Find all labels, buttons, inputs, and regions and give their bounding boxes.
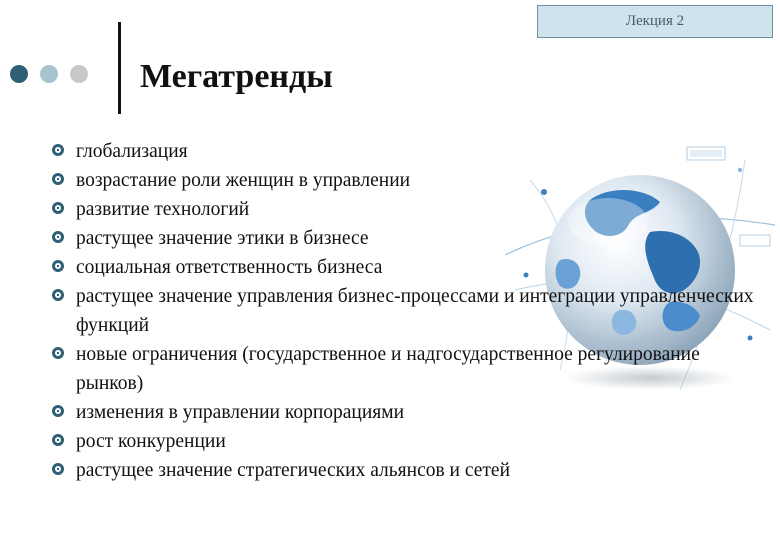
lecture-badge: Лекция 2	[537, 5, 773, 38]
ring-bullet-icon	[52, 231, 64, 243]
dot-icon	[70, 65, 88, 83]
list-item	[52, 282, 767, 340]
list-item	[52, 166, 767, 195]
list-item-text: изменения в управлении корпорациями	[76, 402, 405, 423]
ring-bullet-icon	[52, 173, 64, 185]
list-item-text: растущее значение этики в бизнесе	[76, 228, 369, 249]
list-item	[52, 398, 767, 427]
ring-bullet-icon	[52, 289, 64, 301]
list-item-text: глобализация	[76, 141, 188, 162]
list-item	[52, 427, 767, 456]
megatrends-list	[52, 137, 767, 485]
list-item-text: развитие технологий	[76, 199, 250, 220]
list-item	[52, 253, 767, 282]
list-item	[52, 340, 767, 398]
list-item	[52, 456, 767, 485]
list-item	[52, 137, 767, 166]
list-item-text: новые ограничения (государственное и надгосударственное регулирование рынков)	[76, 344, 700, 394]
list-item-text: растущее значение стратегических альянсов и сетей	[76, 460, 511, 481]
slide-title: Мегатренды	[140, 58, 333, 95]
ring-bullet-icon	[52, 347, 64, 359]
dot-icon	[40, 65, 58, 83]
list-item	[52, 195, 767, 224]
decorative-dots	[10, 65, 88, 83]
ring-bullet-icon	[52, 463, 64, 475]
title-divider	[118, 22, 121, 114]
list-item	[52, 224, 767, 253]
list-item-text: рост конкуренции	[76, 431, 226, 452]
ring-bullet-icon	[52, 144, 64, 156]
list-item-text: социальная ответственность бизнеса	[76, 257, 383, 278]
list-item-text: растущее значение управления бизнес-процессами и интеграции управленческих функций	[76, 286, 754, 336]
ring-bullet-icon	[52, 260, 64, 272]
ring-bullet-icon	[52, 202, 64, 214]
list-item-text: возрастание роли женщин в управлении	[76, 170, 411, 191]
ring-bullet-icon	[52, 434, 64, 446]
dot-icon	[10, 65, 28, 83]
ring-bullet-icon	[52, 405, 64, 417]
